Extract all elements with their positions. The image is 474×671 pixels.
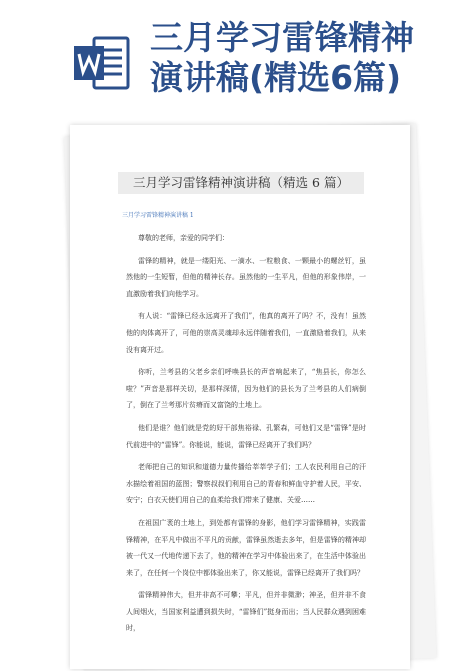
paragraph: 雷锋的精神，就是一缕阳光、一滴水、一粒粮食、一颗最小的螺丝钉，虽然他的一生短暂，但他的精神长存。虽然他的一生平凡，但他的形象伟岸，一直激励着我们向他学习。 (126, 256, 366, 298)
paragraph: 尊敬的老师，亲爱的同学们： (138, 234, 229, 242)
page-title (150, 18, 460, 98)
paragraph: 老师把自己的知识和道德力量传播给莘莘学子们；工人农民利用自己的汗水描绘着祖国的蓝图；警察叔叔们利用自己的青春和鲜血守护着人民，平安、安宁；白衣天使们用自己的血柔给我们带来了健康、关爱…… (126, 463, 366, 505)
header-banner (0, 0, 474, 122)
document-subheading: 三月学习雷锋精神演讲稿 1 (122, 212, 194, 219)
title-line-2: 演讲稿(精选6篇) (150, 58, 402, 97)
word-doc-icon (72, 34, 130, 92)
paragraph: 在祖国广袤的土地上，到处都有雷锋的身影，他们学习雷锋精神，实践雷锋精神，在平凡中做出不平凡的贡献，雷锋虽然逝去多年，但是雷锋的精神却被一代又一代地传递下去了，他的精神在学习中体验出来了，在生活中体验出来了，在任何一个岗位中都体验出来了，你又能说，雷锋已经离开了我们吗？ (126, 518, 366, 577)
title-line-1: 三月学习雷锋精神 (150, 18, 414, 57)
document-body (126, 230, 366, 643)
paragraph: 有人说：“雷锋已经永远离开了我们”，他真的离开了吗？不，没有！虽然他的肉体离开了，可他的崇高灵魂却永远伴随着我们，一直激励着我们，从来没有离开过。 (126, 312, 366, 354)
paragraph: 雷锋精神伟大，但并非高不可攀；平凡，但并非微渺；神圣，但并非不食人间烟火，当国家利益遭到损失时，“雷锋们”挺身而出；当人民群众遇到困难时， (126, 591, 366, 633)
document-page (70, 125, 410, 669)
paragraph: 他们是谁？他们就是党的好干部焦裕禄、孔繁森，可他们又是“雷锋”是时代前进中的“雷锋”。你能说，能说，雷锋已经离开了我们吗？ (126, 423, 366, 449)
paragraph: 你听，兰考县的父老乡亲们呼唤县长的声音响起来了，“焦县长，你怎么啦？”声音是那样关切，是那样深情，因为他们的县长为了兰考县的人们病倒了，倒在了兰考那片贫瘠而又富饶的土地上。 (126, 368, 366, 410)
document-heading: 三月学习雷锋精神演讲稿（精选 6 篇） (118, 172, 364, 194)
